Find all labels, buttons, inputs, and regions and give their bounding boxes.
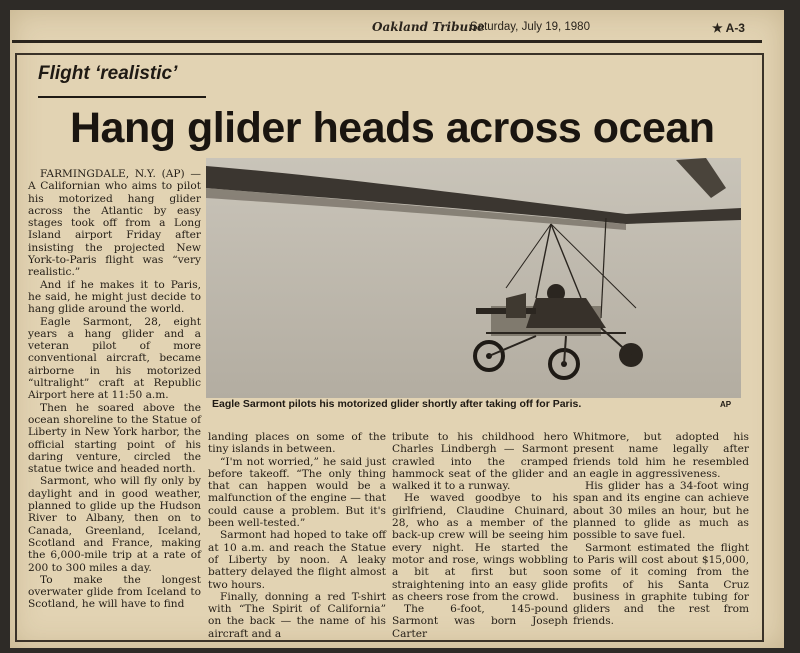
hang-glider-photo: [206, 158, 741, 398]
photo-caption: Eagle Sarmont pilots his motorized glider shortly after taking off for Paris.: [212, 398, 582, 410]
paragraph: FARMINGDALE, N.Y. (AP) — A Californian who aims to pilot his motorized hang glider across the Atlantic by easy stages took off from a Long Island airport Friday after insisting the projected New York-to-Paris flight was “very realistic.”: [28, 168, 201, 279]
paragraph: Finally, donning a red T-shirt with “The Spirit of California” on the back — the name of his aircraft and a: [208, 590, 386, 640]
paragraph: Then he soared above the ocean shoreline to the Statue of Liberty in New York harbor, the official starting point of his daring venture, circled the statue twice and headed north.: [28, 401, 201, 476]
publication-date: Saturday, July 19, 1980: [470, 21, 590, 33]
paragraph: Whitmore, but adopted his present name legally after friends told him he resembled an eagle in aggressiveness.: [573, 431, 749, 480]
article-column-2: [208, 431, 386, 640]
kicker: Flight ‘realistic’: [38, 63, 178, 84]
paragraph: Sarmont estimated the flight to Paris will cost about $15,000, some of it coming from the profits of his Santa Cruz business in graphite tubing for gliders and the rest from friends.: [573, 541, 749, 628]
paragraph: And if he makes it to Paris, he said, he might just decide to hang glide around the world.: [28, 278, 201, 316]
paragraph: landing places on some of the tiny islands in between.: [208, 431, 386, 456]
paragraph: The 6-foot, 145-pound Sarmont was born Joseph Carter: [392, 603, 568, 640]
kicker-underline: [38, 96, 206, 98]
masthead: [0, 18, 774, 40]
paragraph: “I'm not worried,” he said just before takeoff. “The only thing that can happen would be a malfunction of the engine — that could cause a problem. But it's been well-tested.”: [208, 455, 386, 530]
headline: Hang glider heads across ocean: [70, 104, 715, 152]
paragraph: Sarmont had hoped to take off at 10 a.m. and reach the Statue of Liberty by noon. A leaky battery delayed the flight almost two hours.: [208, 529, 386, 591]
photo-credit: AP: [720, 400, 732, 409]
article-column-1: [28, 168, 201, 611]
article-column-3: [392, 431, 568, 640]
paragraph: tribute to his childhood hero Charles Lindbergh — Sarmont crawled into the cramped hammock seat of the glider and walked it to a runway.: [392, 431, 568, 493]
paragraph: His glider has a 34-foot wing span and its engine can achieve about 30 miles an hour, but he planned to glide as much as possible to save fuel.: [573, 480, 749, 542]
page-number: ★ A-3: [712, 21, 745, 35]
newspaper-name: Oakland Tribune: [372, 20, 485, 34]
paragraph: He waved goodbye to his girlfriend, Claudine Chuinard, 28, who as a member of the back-up crew will be seeing him every night. He started the motor and rose, wings wobbling a bit at first but soon straightening into an easy glide as cheers rose from the crowd.: [392, 492, 568, 603]
masthead-rule: [12, 40, 762, 43]
news-photo: [206, 158, 741, 398]
paragraph: To make the longest overwater glide from Iceland to Scotland, he will have to find: [28, 573, 201, 611]
paragraph: Eagle Sarmont, 28, eight years a hang glider and a veteran pilot of more conventional aircraft, became airborne in his motorized “ultralight” craft at Republic Airport here at 11:50 a.m.: [28, 315, 201, 402]
paragraph: Sarmont, who will fly only by daylight and in good weather, planned to glide up the Hudson River to Albany, then on to Canada, Greenland, Iceland, Scotland and France, making the 6,000-mile trip at a rate of 200 to 300 miles a day.: [28, 475, 201, 574]
article-column-4: [573, 431, 749, 628]
